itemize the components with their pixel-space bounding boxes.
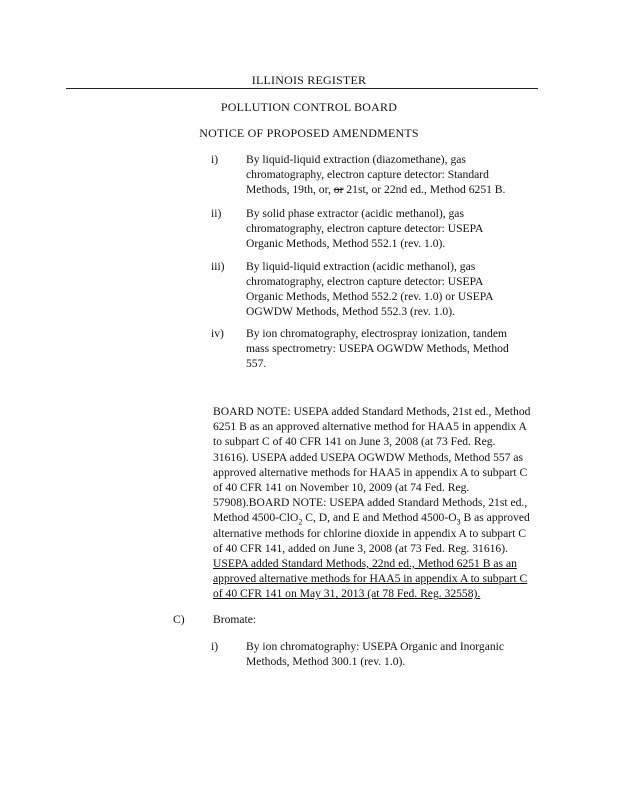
list-item-text: By liquid-liquid extraction (acidic methanol), gas chromatography, electron capture detector: USEPA Organic Methods, Method 552.2 (rev. 1.0) or USEPA OGWDW Methods, Method 552.3 (rev. 1.0). [246, 260, 493, 318]
register-title: ILLINOIS REGISTER [251, 73, 367, 87]
struck-text: or [333, 183, 344, 196]
list-item-number: i) [211, 153, 219, 166]
notice-title: NOTICE OF PROPOSED AMENDMENTS [199, 126, 419, 140]
list-item-text: By ion chromatography: USEPA Organic and Inorganic Methods, Method 300.1 (rev. 1.0). [246, 640, 505, 668]
header-rule [66, 88, 538, 89]
list-item-number: ii) [211, 207, 222, 220]
list-item-text-part: By liquid-liquid extraction (diazomethane), gas chromatography, electron capture detector: Standard Methods, 19th, or, [246, 153, 489, 196]
list-item-number: iv) [211, 327, 224, 340]
board-note-text: B as approved alternative methods for chlorine dioxide in appendix A to subpart C of 40 CFR 141, added on June 3, 2008 (at 73 Fed. Reg. 31616). [213, 511, 530, 555]
list-item-text [246, 152, 516, 197]
list-item-number: iii) [211, 260, 225, 273]
list-item-text-part: 21st, or 22nd ed., Method 6251 B. [343, 183, 506, 196]
board-note-text: BOARD NOTE: USEPA added Standard Methods, 21st ed., Method 6251 B as an approved alternative method for HAA5 in appendix A to subpart C of 40 CFR 141 on June 3, 2008 (at 73 Fed. Reg. 31616). USEPA added USEPA OGWDW Methods, Method 557 as approved alternative methods for HAA5 in appendix A to subpart C of 40 CFR 141 on November 10, 2009 (at 74 Fed. Reg. 57908).BOARD NOTE: USEPA added Standard Methods, 21st ed., Method 4500-ClO [213, 405, 531, 525]
board-title: POLLUTION CONTROL BOARD [220, 100, 398, 114]
section-title: Bromate: [213, 613, 257, 626]
section-letter: C) [173, 613, 185, 626]
list-item-text: By ion chromatography, electrospray ionization, tandem mass spectrometry: USEPA OGWDW Methods, Method 557. [246, 327, 509, 370]
list-item-number: i) [211, 640, 219, 653]
subscript: 3 [456, 517, 461, 527]
inserted-text: USEPA added Standard Methods, 22nd ed., Method 6251 B as an approved alternative methods for HAA5 in appendix A to subpart C of 40 CFR 141 on May 31, 2013 (at 78 Fed. Reg. 32558). [213, 557, 528, 601]
list-item-text: By solid phase extractor (acidic methanol), gas chromatography, electron capture detector: USEPA Organic Methods, Method 552.1 (rev. 1.0). [246, 207, 483, 250]
subscript: 2 [298, 517, 303, 527]
board-note [213, 404, 533, 602]
board-note-text: C, D, and E and Method 4500-O [302, 511, 457, 525]
